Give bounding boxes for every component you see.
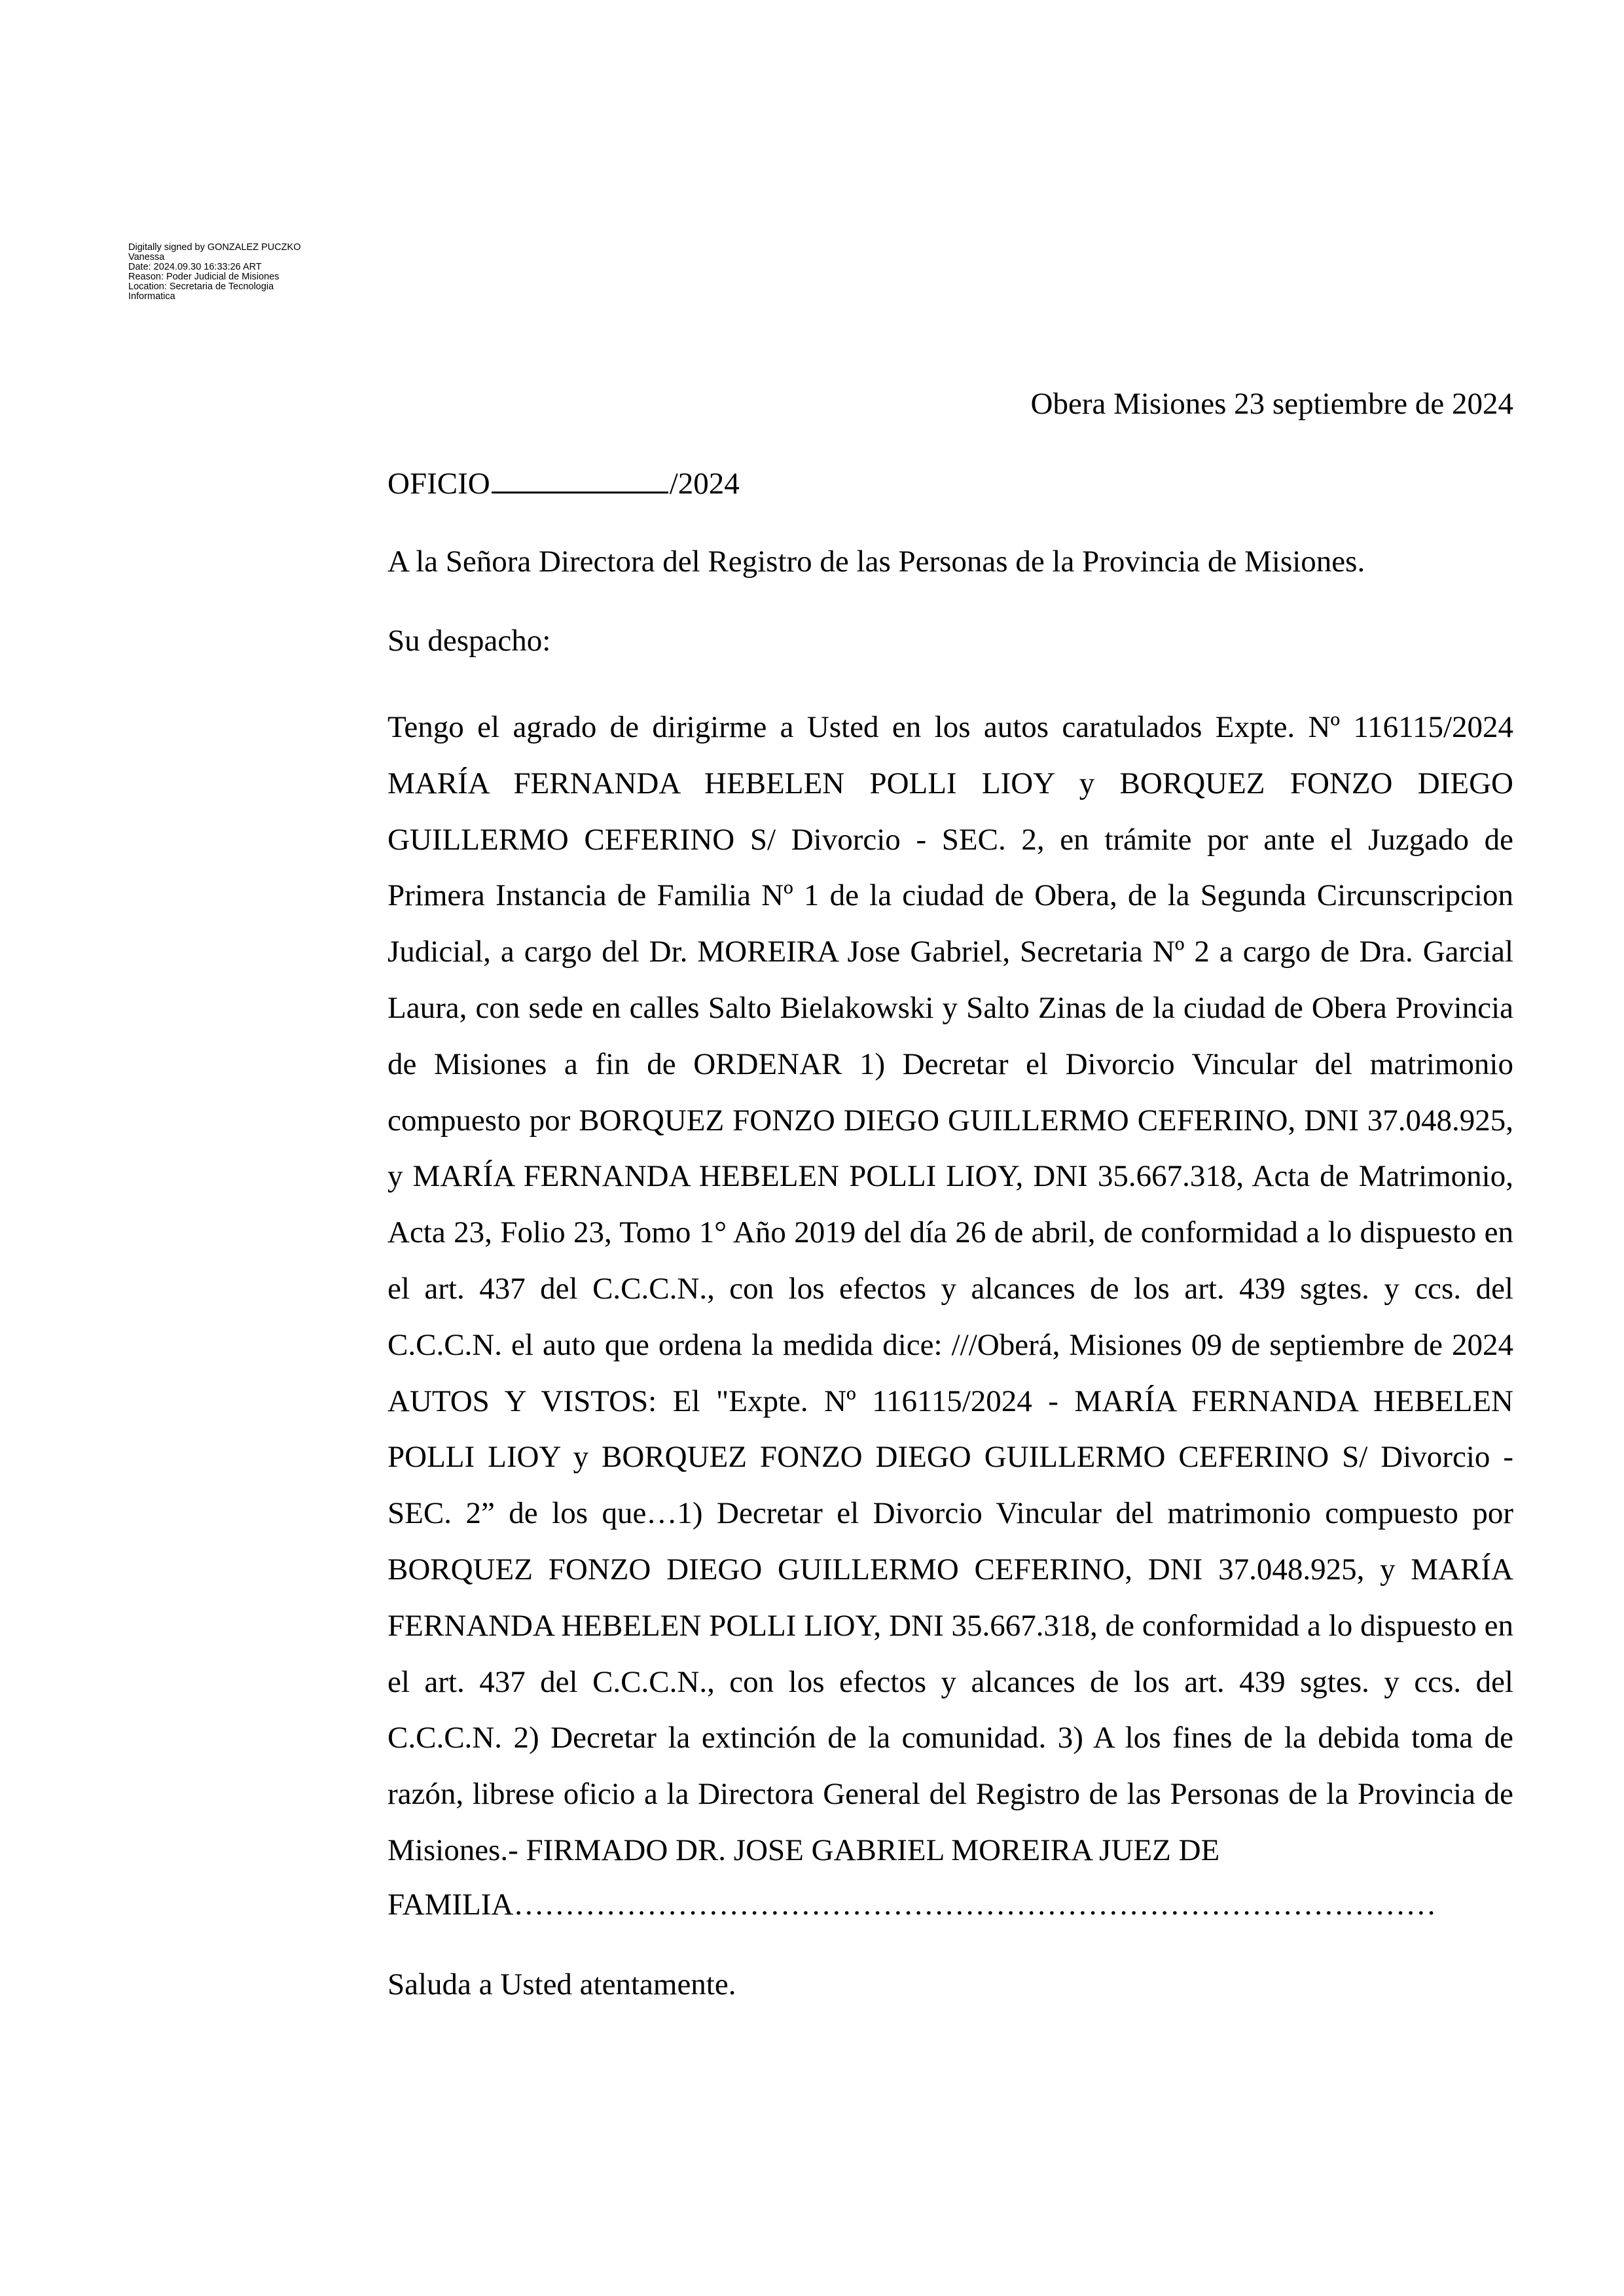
salutation: Su despacho: <box>388 624 551 658</box>
signature-line: Date: 2024.09.30 16:33:26 ART <box>128 262 262 272</box>
signature-line: Vanessa <box>128 252 165 262</box>
letter-body: Tengo el agrado de dirigirme a Usted en los autos caratulados Expte. Nº 116115/2024 MARÍA FERNANDA HEBELEN POLLI LIOY y BORQUEZ FONZO DIEGO GUILLERMO CEFERINO S/ Divorcio - SEC. 2, en trámite por ante el Juzgado de Primera Instancia de Familia Nº 1 de la ciudad de Obera, de la Segunda Circunscripcion Judicial, a cargo del Dr. MOREIRA Jose Gabriel, Secretaria Nº 2 a cargo de Dra. Garcial Laura, con sede en calles Salto Bielakowski y Salto Zinas de la ciudad de Obera Provincia de Misiones a fin de ORDENAR 1) Decretar el Divorcio Vincular del matrimonio compuesto por BORQUEZ FONZO DIEGO GUILLERMO CEFERINO, DNI 37.048.925, y MARÍA FERNANDA HEBELEN POLLI LIOY, DNI 35.667.318, Acta de Matrimonio, Acta 23, Folio 23, Tomo 1° Año 2019 del día 26 de abril, de conformidad a lo dispuesto en el art. 437 del C.C.C.N., con los efectos y alcances de los art. 439 sgtes. y ccs. del C.C.C.N. el auto que ordena la medida dice: ///Oberá, Misiones 09 de septiembre de 2024 AUTOS Y VISTOS: El "Expte. Nº 116115/2024 - MARÍA FERNANDA HEBELEN POLLI LIOY y BORQUEZ FONZO DIEGO GUILLERMO CEFERINO S/ Divorcio - SEC. 2” de los que…1) Decretar el Divorcio Vincular del matrimonio compuesto por BORQUEZ FONZO DIEGO GUILLERMO CEFERINO, DNI 37.048.925, y MARÍA FERNANDA HEBELEN POLLI LIOY, DNI 35.667.318, de conformidad a lo dispuesto en el art. 437 del C.C.C.N., con los efectos y alcances de los art. 439 sgtes. y ccs. del C.C.C.N. 2) Decretar la extinción de la comunidad. 3) A los fines de la debida toma de razón, librese oficio a la Directora General del Registro de las Personas de la Provincia de Misiones.- FIRMADO DR. JOSE GABRIEL MOREIRA JUEZ DE <box>388 710 1513 1867</box>
signature-line: Reason: Poder Judicial de Misiones <box>128 272 280 282</box>
digital-signature-stamp <box>128 243 364 302</box>
familia-line: FAMILIA……………………………………………………………………………… <box>388 1888 1437 1922</box>
oficio-blank-field <box>492 465 668 493</box>
signature-line: Digitally signed by GONZALEZ PUCZKO <box>128 242 301 253</box>
letter-date: Obera Misiones 23 septiembre de 2024 <box>1030 387 1513 421</box>
closing: Saluda a Usted atentamente. <box>388 1967 736 2001</box>
oficio-prefix: OFICIO <box>388 467 490 501</box>
addressee: A la Señora Directora del Registro de las Personas de la Provincia de Misiones. <box>388 545 1365 579</box>
oficio-number <box>388 465 740 501</box>
signature-line: Informatica <box>128 291 175 302</box>
signature-line: Location: Secretaria de Tecnologia <box>128 281 274 292</box>
oficio-suffix: /2024 <box>669 467 740 501</box>
